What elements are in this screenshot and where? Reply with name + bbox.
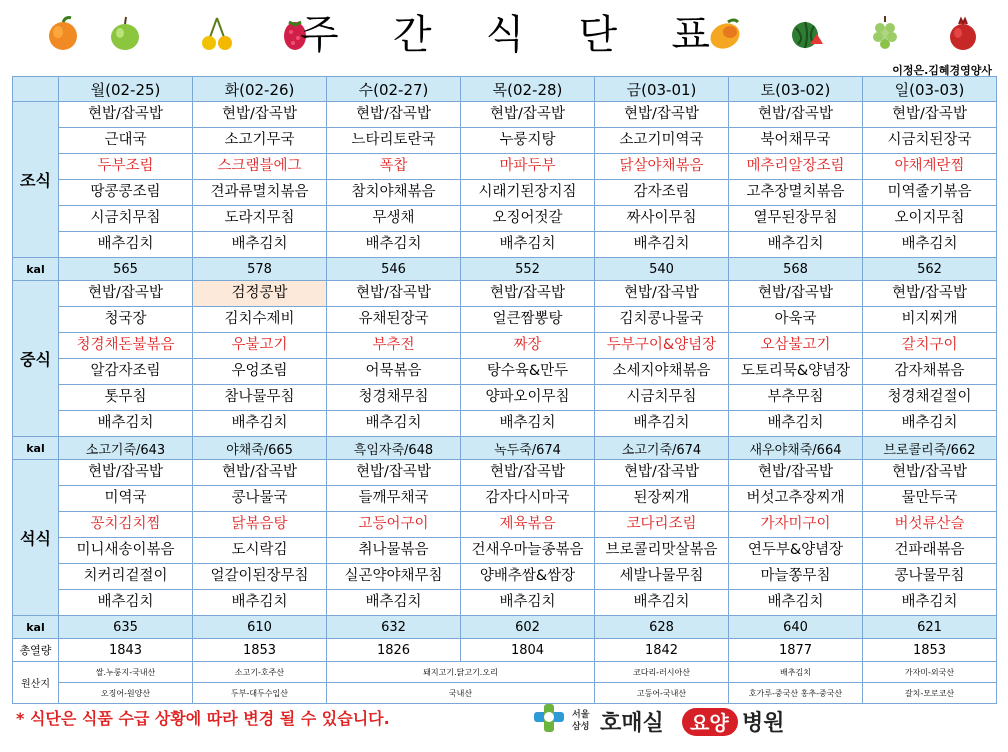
origin-row (13, 683, 997, 704)
menu-item: 브로콜리맛살볶음 (595, 538, 729, 564)
menu-item: 배추김치 (863, 411, 997, 437)
menu-item: 현밥/잡곡밥 (595, 102, 729, 128)
hospital-cross-icon (534, 704, 564, 732)
menu-item: 미니새송이볶음 (59, 538, 193, 564)
menu-item: 소세지야채볶음 (595, 359, 729, 385)
origin-cell: 두부-대두수입산 (193, 683, 327, 704)
menu-item: 현밥/잡곡밥 (729, 281, 863, 307)
menu-item: 검정콩밥 (193, 281, 327, 307)
pomegranate-icon (946, 14, 980, 52)
menu-item: 우불고기 (193, 333, 327, 359)
origin-label: 원산지 (13, 662, 59, 704)
day-header: 수(02-27) (327, 77, 461, 102)
menu-item: 시금치무침 (59, 206, 193, 232)
dinner-section (13, 460, 997, 639)
menu-item: 제육볶음 (461, 512, 595, 538)
day-header: 토(03-02) (729, 77, 863, 102)
menu-item: 가자미구이 (729, 512, 863, 538)
menu-item: 메추리알장조림 (729, 154, 863, 180)
menu-item: 배추김치 (193, 411, 327, 437)
day-header: 목(02-28) (461, 77, 595, 102)
menu-item: 배추김치 (193, 232, 327, 258)
origin-cell: 국내산 (327, 683, 595, 704)
kal-label: kal (13, 258, 59, 281)
day-header: 금(03-01) (595, 77, 729, 102)
menu-item: 청경채돈불볶음 (59, 333, 193, 359)
menu-item: 배추김치 (863, 232, 997, 258)
menu-item: 콩나물국 (193, 486, 327, 512)
menu-item: 유채된장국 (327, 307, 461, 333)
logo-small-1: 서울 (572, 710, 590, 720)
menu-item: 우엉조림 (193, 359, 327, 385)
kal-value: 녹두죽/674 (461, 437, 595, 460)
menu-item: 현밥/잡곡밥 (59, 102, 193, 128)
menu-item: 청국장 (59, 307, 193, 333)
menu-item: 현밥/잡곡밥 (461, 460, 595, 486)
menu-item: 시금치무침 (595, 385, 729, 411)
menu-item: 얼큰짬뽕탕 (461, 307, 595, 333)
menu-item: 김치콩나물국 (595, 307, 729, 333)
menu-item: 미역국 (59, 486, 193, 512)
menu-item: 배추김치 (595, 590, 729, 616)
watermelon-icon (790, 14, 824, 52)
menu-item: 갈치구이 (863, 333, 997, 359)
kal-value: 565 (59, 258, 193, 281)
menu-item: 배추김치 (59, 232, 193, 258)
menu-row (13, 102, 997, 128)
menu-row (13, 538, 997, 564)
menu-item: 닭볶음탕 (193, 512, 327, 538)
menu-item: 배추김치 (729, 411, 863, 437)
menu-item: 들깨무채국 (327, 486, 461, 512)
mango-icon (708, 14, 742, 52)
origin-cell: 쌀.누룽지-국내산 (59, 662, 193, 683)
menu-item: 세발나물무침 (595, 564, 729, 590)
page-title (300, 6, 710, 56)
title-char: 주 (300, 11, 339, 58)
kal-value: 브로콜리죽/662 (863, 437, 997, 460)
menu-item: 양배추쌈&쌈장 (461, 564, 595, 590)
kal-value: 640 (729, 616, 863, 639)
menu-item: 현밥/잡곡밥 (193, 102, 327, 128)
kal-label: kal (13, 616, 59, 639)
menu-item: 현밥/잡곡밥 (327, 102, 461, 128)
corner-cell (13, 77, 59, 102)
title-char: 간 (392, 11, 432, 58)
origin-cell: 오징어-원양산 (59, 683, 193, 704)
total-value: 1843 (59, 639, 193, 662)
menu-item: 두부조림 (59, 154, 193, 180)
logo-name-2: 요양 (690, 711, 729, 735)
menu-row (13, 333, 997, 359)
menu-item: 오삼불고기 (729, 333, 863, 359)
menu-item: 배추김치 (461, 232, 595, 258)
menu-item: 오이지무침 (863, 206, 997, 232)
menu-item: 미역줄기볶음 (863, 180, 997, 206)
green-apple-icon (108, 14, 142, 52)
kal-value: 546 (327, 258, 461, 281)
menu-item: 어묵볶음 (327, 359, 461, 385)
menu-row (13, 359, 997, 385)
lunch-section (13, 281, 997, 460)
day-header: 월(02-25) (59, 77, 193, 102)
total-value: 1826 (327, 639, 461, 662)
title-char: 단 (578, 11, 618, 58)
menu-item: 현밥/잡곡밥 (193, 460, 327, 486)
kal-value: 흑임자죽/648 (327, 437, 461, 460)
breakfast-section (13, 102, 997, 281)
menu-row (13, 206, 997, 232)
menu-item: 버섯고추장찌개 (729, 486, 863, 512)
menu-item: 물만두국 (863, 486, 997, 512)
logo-name-1: 호매실 (600, 711, 664, 736)
menu-item: 현밥/잡곡밥 (863, 281, 997, 307)
menu-item: 꽁치김치찜 (59, 512, 193, 538)
origin-cell: 가자미-외국산 (863, 662, 997, 683)
menu-item: 북어채무국 (729, 128, 863, 154)
kal-value: 610 (193, 616, 327, 639)
menu-item: 도라지무침 (193, 206, 327, 232)
menu-item: 현밥/잡곡밥 (863, 460, 997, 486)
menu-item: 느타리토란국 (327, 128, 461, 154)
kal-value: 552 (461, 258, 595, 281)
menu-item: 아욱국 (729, 307, 863, 333)
menu-item: 시래기된장지짐 (461, 180, 595, 206)
menu-row (13, 232, 997, 258)
menu-item: 짜사이무침 (595, 206, 729, 232)
menu-row (13, 486, 997, 512)
kal-row (13, 616, 997, 639)
menu-item: 고등어구이 (327, 512, 461, 538)
menu-item: 배추김치 (595, 411, 729, 437)
day-header: 화(02-26) (193, 77, 327, 102)
menu-item: 연두부&양념장 (729, 538, 863, 564)
menu-row (13, 411, 997, 437)
menu-item: 시금치된장국 (863, 128, 997, 154)
menu-item: 현밥/잡곡밥 (729, 102, 863, 128)
total-value: 1877 (729, 639, 863, 662)
kal-value: 578 (193, 258, 327, 281)
menu-item: 스크램블에그 (193, 154, 327, 180)
menu-item: 근대국 (59, 128, 193, 154)
menu-item: 고추장멸치볶음 (729, 180, 863, 206)
menu-item: 누룽지탕 (461, 128, 595, 154)
total-value: 1842 (595, 639, 729, 662)
origin-cell: 코다리-러시아산 (595, 662, 729, 683)
menu-item: 감자조림 (595, 180, 729, 206)
menu-item: 현밥/잡곡밥 (59, 281, 193, 307)
kal-row (13, 258, 997, 281)
menu-item: 코다리조림 (595, 512, 729, 538)
meal-label: 석식 (13, 460, 59, 616)
menu-item: 배추김치 (729, 232, 863, 258)
menu-item: 열무된장무침 (729, 206, 863, 232)
menu-item: 두부구이&양념장 (595, 333, 729, 359)
total-value: 1853 (863, 639, 997, 662)
day-header: 일(03-03) (863, 77, 997, 102)
logo-small-2: 삼성 (572, 722, 590, 732)
menu-item: 현밥/잡곡밥 (461, 102, 595, 128)
kal-value: 새우야채죽/664 (729, 437, 863, 460)
kal-value: 야채죽/665 (193, 437, 327, 460)
menu-row (13, 385, 997, 411)
menu-item: 건새우마늘종볶음 (461, 538, 595, 564)
menu-item: 청경채겉절이 (863, 385, 997, 411)
title-char: 표 (671, 11, 710, 58)
menu-item: 견과류멸치볶음 (193, 180, 327, 206)
menu-item: 배추김치 (193, 590, 327, 616)
menu-item: 배추김치 (729, 590, 863, 616)
menu-item: 도시락김 (193, 538, 327, 564)
header (0, 0, 1008, 77)
menu-item: 감자채볶음 (863, 359, 997, 385)
menu-row (13, 564, 997, 590)
menu-item: 실곤약야채무침 (327, 564, 461, 590)
kal-value: 628 (595, 616, 729, 639)
notice-text: * 식단은 식품 수급 상황에 따라 변경 될 수 있습니다. (16, 709, 390, 728)
menu-item: 현밥/잡곡밥 (327, 281, 461, 307)
kal-value: 568 (729, 258, 863, 281)
hospital-logo (526, 700, 836, 740)
kal-label: kal (13, 437, 59, 460)
menu-row (13, 307, 997, 333)
menu-item: 양파오이무침 (461, 385, 595, 411)
kal-row (13, 437, 997, 460)
kal-value: 621 (863, 616, 997, 639)
menu-item: 소고기무국 (193, 128, 327, 154)
kal-value: 602 (461, 616, 595, 639)
menu-item: 배추김치 (863, 590, 997, 616)
menu-item: 현밥/잡곡밥 (863, 102, 997, 128)
origin-cell: 소고기-호주산 (193, 662, 327, 683)
menu-row (13, 128, 997, 154)
menu-item: 콩나물무침 (863, 564, 997, 590)
kal-value: 소고기죽/674 (595, 437, 729, 460)
menu-item: 배추김치 (59, 411, 193, 437)
menu-item: 배추김치 (595, 232, 729, 258)
menu-item: 도토리묵&양념장 (729, 359, 863, 385)
menu-item: 얼갈이된장무침 (193, 564, 327, 590)
menu-item: 현밥/잡곡밥 (595, 460, 729, 486)
total-value: 1853 (193, 639, 327, 662)
menu-item: 톳무침 (59, 385, 193, 411)
kal-value: 562 (863, 258, 997, 281)
menu-item: 된장찌개 (595, 486, 729, 512)
menu-row (13, 154, 997, 180)
menu-item: 배추김치 (461, 411, 595, 437)
menu-item: 참치야채볶음 (327, 180, 461, 206)
menu-item: 탕수육&만두 (461, 359, 595, 385)
menu-item: 마파두부 (461, 154, 595, 180)
menu-item: 참나물무침 (193, 385, 327, 411)
menu-item: 현밥/잡곡밥 (595, 281, 729, 307)
menu-item: 땅콩콩조림 (59, 180, 193, 206)
menu-item: 청경채무침 (327, 385, 461, 411)
meal-label: 중식 (13, 281, 59, 437)
menu-item: 현밥/잡곡밥 (327, 460, 461, 486)
menu-item: 취나물볶음 (327, 538, 461, 564)
kal-value: 540 (595, 258, 729, 281)
menu-row (13, 281, 997, 307)
menu-item: 김치수제비 (193, 307, 327, 333)
origin-row (13, 662, 997, 683)
menu-table (12, 76, 997, 704)
total-value: 1804 (461, 639, 595, 662)
meal-label: 조식 (13, 102, 59, 258)
menu-item: 짜장 (461, 333, 595, 359)
menu-item: 치커리겉절이 (59, 564, 193, 590)
menu-item: 배추김치 (327, 232, 461, 258)
origin-cell: 호가루-중국산 홍추-중국산 (729, 683, 863, 704)
menu-item: 부추무침 (729, 385, 863, 411)
menu-item: 배추김치 (327, 590, 461, 616)
menu-item: 마늘쫑무침 (729, 564, 863, 590)
menu-item: 알감자조림 (59, 359, 193, 385)
total-label: 총열량 (13, 639, 59, 662)
menu-item: 건파래볶음 (863, 538, 997, 564)
kal-value: 소고기죽/643 (59, 437, 193, 460)
menu-item: 감자다시마국 (461, 486, 595, 512)
menu-item: 배추김치 (327, 411, 461, 437)
total-row (13, 639, 997, 662)
origin-cell: 돼지고기.닭고기.오리 (327, 662, 595, 683)
menu-item: 버섯류산슬 (863, 512, 997, 538)
grape-icon (868, 14, 902, 52)
origin-cell: 갈치-모로코산 (863, 683, 997, 704)
author-label: 이정은.김혜경영양사 (892, 64, 992, 77)
menu-item: 현밥/잡곡밥 (461, 281, 595, 307)
menu-row (13, 180, 997, 206)
menu-row (13, 590, 997, 616)
origin-cell: 고등어-국내산 (595, 683, 729, 704)
menu-item: 무생채 (327, 206, 461, 232)
day-header-row (13, 77, 997, 102)
menu-item: 배추김치 (59, 590, 193, 616)
menu-item: 폭찹 (327, 154, 461, 180)
menu-item: 부추전 (327, 333, 461, 359)
menu-item: 닭살야채볶음 (595, 154, 729, 180)
menu-item: 야채계란찜 (863, 154, 997, 180)
menu-item: 배추김치 (461, 590, 595, 616)
menu-item: 현밥/잡곡밥 (59, 460, 193, 486)
menu-item: 비지찌개 (863, 307, 997, 333)
menu-item: 현밥/잡곡밥 (729, 460, 863, 486)
peach-icon (46, 14, 80, 52)
cherry-icon (200, 14, 234, 52)
kal-value: 635 (59, 616, 193, 639)
logo-name-3: 병원 (742, 711, 785, 736)
menu-item: 소고기미역국 (595, 128, 729, 154)
menu-row (13, 460, 997, 486)
kal-value: 632 (327, 616, 461, 639)
menu-row (13, 512, 997, 538)
origin-cell: 배추김치 (729, 662, 863, 683)
menu-item: 오징어젓갈 (461, 206, 595, 232)
title-char: 식 (485, 11, 525, 58)
